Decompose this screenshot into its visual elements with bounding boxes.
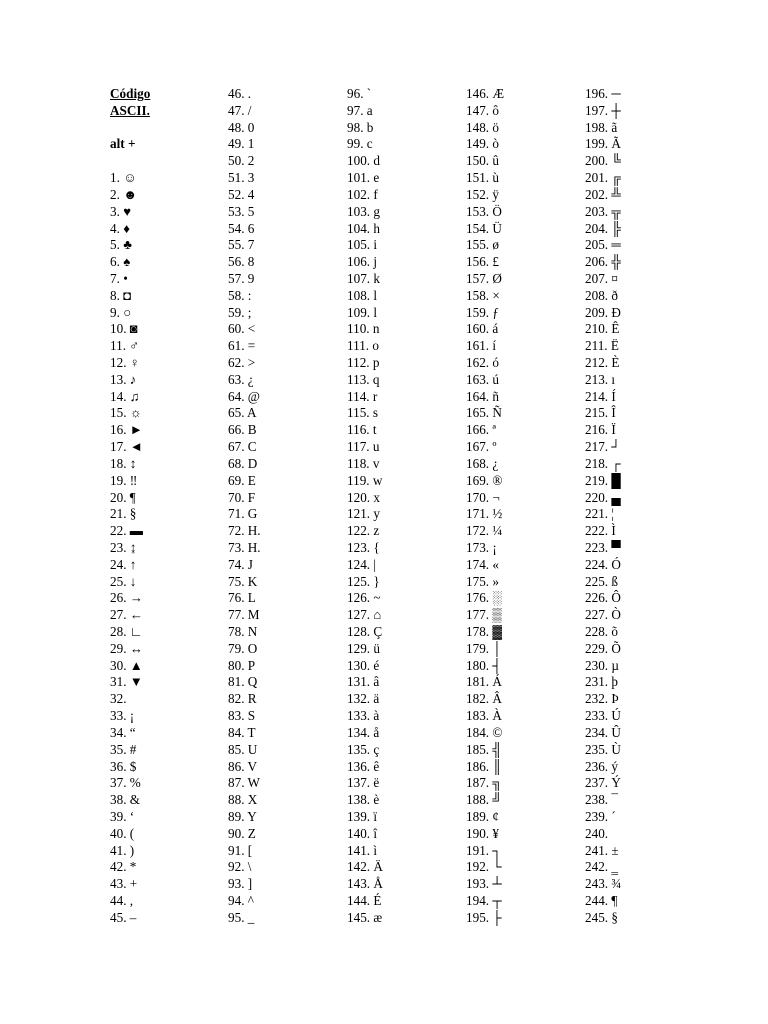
ascii-entry: 172. ¼ xyxy=(466,523,503,539)
ascii-entry: 206. ╬ xyxy=(585,254,621,270)
ascii-entry: 141. ì xyxy=(347,842,378,858)
ascii-entry: 23. ↨ xyxy=(110,539,137,555)
ascii-entry: 54. 6 xyxy=(228,220,255,236)
ascii-entry: 53. 5 xyxy=(228,203,255,219)
ascii-entry: 9. ○ xyxy=(110,304,132,320)
ascii-entry: 136. ê xyxy=(347,758,380,774)
ascii-entry: 4. ♦ xyxy=(110,220,130,236)
spacer xyxy=(110,153,228,170)
ascii-entry: 120. x xyxy=(347,489,380,505)
ascii-entry: 204. ╠ xyxy=(585,220,621,236)
ascii-entry: 1. ☺ xyxy=(110,170,137,186)
title-line-1: Código xyxy=(110,86,151,101)
ascii-entry: 228. õ xyxy=(585,624,618,639)
ascii-entry: 18. ↕ xyxy=(110,455,137,471)
ascii-entry: 112. p xyxy=(347,355,380,370)
ascii-entry: 166. ª xyxy=(466,422,497,438)
ascii-entry: 230. µ xyxy=(585,657,619,673)
ascii-entry: 237. Ý xyxy=(585,775,621,791)
ascii-entry: 28. ∟ xyxy=(110,624,143,639)
ascii-entry: 240. xyxy=(585,825,609,841)
ascii-entry: 107. k xyxy=(347,270,380,286)
ascii-entry: 72. H. xyxy=(228,523,261,539)
ascii-entry: 95. _ xyxy=(228,909,255,925)
ascii-entry: 71. G xyxy=(228,506,258,522)
ascii-entry: 182. Â xyxy=(466,691,502,707)
ascii-entry: 103. g xyxy=(347,203,380,219)
ascii-entry: 158. × xyxy=(466,287,500,303)
ascii-entry: 20. ¶ xyxy=(110,489,136,505)
ascii-entry: 40. ( xyxy=(110,825,135,841)
ascii-entry: 111. o xyxy=(347,338,379,354)
ascii-entry: 119. w xyxy=(347,472,383,488)
ascii-entry: 114. r xyxy=(347,388,378,404)
ascii-entry: 44. , xyxy=(110,893,134,908)
ascii-entry: 24. ↑ xyxy=(110,556,137,572)
ascii-entry: 38. & xyxy=(110,792,141,808)
ascii-entry: 169. ® xyxy=(466,472,503,488)
ascii-entry: 21. § xyxy=(110,506,137,522)
ascii-entry: 125. } xyxy=(347,573,380,589)
ascii-entry: 167. º xyxy=(466,439,497,455)
ascii-entry: 147. ô xyxy=(466,102,499,118)
ascii-entry: 61. = xyxy=(228,338,256,354)
ascii-entry: 232. Þ xyxy=(585,691,619,707)
ascii-entry: 187. ╗ xyxy=(466,775,502,791)
ascii-entry: 26. → xyxy=(110,590,143,606)
ascii-entry: 205. ═ xyxy=(585,237,621,253)
ascii-entry: 121. y xyxy=(347,506,380,522)
ascii-entry: 194. ┬ xyxy=(466,893,502,908)
ascii-entry: 63. ¿ xyxy=(228,371,254,387)
ascii-entry: 200. ╚ xyxy=(585,153,621,169)
ascii-entry: 233. Ú xyxy=(585,708,621,724)
ascii-entry: 152. ÿ xyxy=(466,186,499,202)
ascii-entry: 235. Ù xyxy=(585,741,621,757)
ascii-entry: 197. ┼ xyxy=(585,102,621,118)
ascii-entry: 130. é xyxy=(347,657,380,673)
ascii-entry: 144. É xyxy=(347,893,382,908)
ascii-entry: 31. ▼ xyxy=(110,674,143,690)
ascii-entry: 51. 3 xyxy=(228,170,255,186)
ascii-entry: 219. █ xyxy=(585,472,621,488)
column-3-entries xyxy=(347,86,465,927)
ascii-entry: 116. t xyxy=(347,422,377,438)
ascii-entry: 82. R xyxy=(228,691,257,707)
column-4-entries xyxy=(466,86,584,927)
ascii-entry: 213. ı xyxy=(585,371,616,387)
ascii-entry: 90. Z xyxy=(228,825,256,841)
spacer xyxy=(110,120,228,137)
ascii-entry: 94. ^ xyxy=(228,893,254,908)
ascii-entry: 124. | xyxy=(347,556,377,572)
ascii-entry: 41. ) xyxy=(110,842,135,858)
ascii-entry: 138. è xyxy=(347,792,380,808)
ascii-entry: 8. ◘ xyxy=(110,287,132,303)
ascii-entry: 86. V xyxy=(228,758,258,774)
ascii-entry: 87. W xyxy=(228,775,260,791)
ascii-entry: 151. ù xyxy=(466,170,499,186)
ascii-entry: 48. 0 xyxy=(228,119,255,135)
ascii-entry: 13. ♪ xyxy=(110,371,137,387)
ascii-entry: 225. ß xyxy=(585,573,618,589)
ascii-entry: 81. Q xyxy=(228,674,258,690)
ascii-entry: 227. Ò xyxy=(585,607,621,623)
ascii-entry: 214. Í xyxy=(585,388,616,404)
ascii-entry: 185. ╣ xyxy=(466,741,502,757)
ascii-entry: 100. d xyxy=(347,153,380,169)
ascii-entry: 46. . xyxy=(228,86,252,101)
ascii-entry: 160. á xyxy=(466,321,499,337)
column-3 xyxy=(347,86,465,927)
ascii-entry: 155. ø xyxy=(466,237,499,253)
ascii-entry: 161. í xyxy=(466,338,497,354)
column-1 xyxy=(110,86,228,927)
ascii-entry: 238. ¯ xyxy=(585,792,618,808)
ascii-entry: 118. v xyxy=(347,455,380,471)
ascii-entry: 19. ‼ xyxy=(110,472,138,488)
ascii-entry: 98. b xyxy=(347,119,374,135)
ascii-entry: 137. ë xyxy=(347,775,380,791)
ascii-entry: 188. ╝ xyxy=(466,792,502,808)
ascii-entry: 110. n xyxy=(347,321,380,337)
column-4 xyxy=(466,86,584,927)
ascii-entry: 216. Ï xyxy=(585,422,616,438)
ascii-entry: 179. │ xyxy=(466,640,502,656)
ascii-entry: 33. ¡ xyxy=(110,708,135,724)
ascii-entry: 244. ¶ xyxy=(585,893,618,908)
ascii-entry: 184. © xyxy=(466,724,503,740)
ascii-entry: 176. ░ xyxy=(466,590,502,606)
ascii-entry: 162. ó xyxy=(466,355,499,370)
ascii-entry: 27. ← xyxy=(110,607,143,623)
ascii-entry: 145. æ xyxy=(347,909,383,925)
ascii-entry: 224. Ó xyxy=(585,556,621,572)
ascii-entry: 109. l xyxy=(347,304,378,320)
ascii-entry: 146. Æ xyxy=(466,86,505,101)
ascii-entry: 148. ö xyxy=(466,119,499,135)
ascii-entry: 97. a xyxy=(347,102,373,118)
ascii-entry: 168. ¿ xyxy=(466,455,499,471)
ascii-entry: 62. > xyxy=(228,355,256,370)
ascii-entry: 106. j xyxy=(347,254,378,270)
ascii-entry: 183. À xyxy=(466,708,502,724)
ascii-entry: 17. ◄ xyxy=(110,439,143,455)
ascii-entry: 123. { xyxy=(347,539,380,555)
ascii-entry: 108. l xyxy=(347,287,378,303)
ascii-entry: 198. ã xyxy=(585,119,618,135)
ascii-entry: 122. z xyxy=(347,523,380,539)
ascii-entry: 236. ý xyxy=(585,758,618,774)
ascii-entry: 22. ▬ xyxy=(110,523,143,539)
ascii-entry: 10. ◙ xyxy=(110,321,138,337)
ascii-entry: 180. ┤ xyxy=(466,657,502,673)
ascii-entry: 93. ] xyxy=(228,876,253,892)
ascii-entry: 14. ♫ xyxy=(110,388,140,404)
ascii-entry: 133. à xyxy=(347,708,380,724)
ascii-entry: 131. â xyxy=(347,674,380,690)
column-1-entries xyxy=(110,170,228,927)
ascii-entry: 181. Á xyxy=(466,674,502,690)
ascii-entry: 207. ¤ xyxy=(585,270,618,286)
ascii-entry: 129. ü xyxy=(347,640,380,656)
ascii-entry: 175. » xyxy=(466,573,499,589)
alt-label: alt + xyxy=(110,136,136,152)
ascii-entry: 113. q xyxy=(347,371,380,387)
ascii-entry: 202. ╩ xyxy=(585,186,621,202)
ascii-entry: 7. • xyxy=(110,270,128,286)
ascii-entry: 32. xyxy=(110,691,127,707)
ascii-entry: 2. ☻ xyxy=(110,186,138,202)
ascii-entry: 25. ↓ xyxy=(110,573,137,589)
ascii-entry: 242. ‗ xyxy=(585,859,618,875)
ascii-entry: 76. L xyxy=(228,590,256,606)
ascii-entry: 226. Ô xyxy=(585,590,621,606)
column-5 xyxy=(585,86,703,927)
ascii-entry: 153. Ö xyxy=(466,203,502,219)
ascii-entry: 70. F xyxy=(228,489,256,505)
ascii-entry: 39. ‘ xyxy=(110,808,135,824)
ascii-entry: 12. ♀ xyxy=(110,355,140,370)
ascii-entry: 29. ↔ xyxy=(110,640,143,656)
ascii-entry: 85. U xyxy=(228,741,258,757)
ascii-entry: 195. ├ xyxy=(466,909,502,925)
ascii-entry: 201. ╔ xyxy=(585,170,621,186)
ascii-entry: 102. f xyxy=(347,186,378,202)
ascii-entry: 115. s xyxy=(347,405,379,421)
ascii-entry: 239. ´ xyxy=(585,808,616,824)
ascii-entry: 34. “ xyxy=(110,724,136,740)
ascii-entry: 243. ¾ xyxy=(585,876,622,892)
ascii-entry: 139. ï xyxy=(347,808,378,824)
column-2 xyxy=(228,86,346,927)
ascii-entry: 149. ò xyxy=(466,136,499,152)
ascii-entry: 16. ► xyxy=(110,422,143,438)
ascii-entry: 156. £ xyxy=(466,254,499,270)
ascii-entry: 60. < xyxy=(228,321,256,337)
ascii-entry: 73. H. xyxy=(228,539,261,555)
ascii-entry: 165. Ñ xyxy=(466,405,502,421)
ascii-entry: 80. P xyxy=(228,657,256,673)
ascii-entry: 104. h xyxy=(347,220,380,236)
ascii-entry: 199. Ã xyxy=(585,136,621,152)
ascii-entry: 96. ` xyxy=(347,86,372,101)
ascii-entry: 6. ♠ xyxy=(110,254,131,270)
ascii-entry: 178. ▓ xyxy=(466,624,502,639)
ascii-entry: 234. Û xyxy=(585,724,621,740)
ascii-entry: 35. # xyxy=(110,741,137,757)
ascii-entry: 191. ┐ xyxy=(466,842,502,858)
ascii-entry: 231. þ xyxy=(585,674,618,690)
ascii-entry: 171. ½ xyxy=(466,506,503,522)
ascii-entry: 88. X xyxy=(228,792,258,808)
ascii-entry: 74. J xyxy=(228,556,253,572)
ascii-entry: 15. ☼ xyxy=(110,405,142,421)
ascii-entry: 196. ─ xyxy=(585,86,621,101)
ascii-entry: 11. ♂ xyxy=(110,338,140,354)
ascii-entry: 59. ; xyxy=(228,304,252,320)
ascii-entry: 211. Ë xyxy=(585,338,619,354)
ascii-entry: 55. 7 xyxy=(228,237,255,253)
ascii-entry: 36. $ xyxy=(110,758,137,774)
ascii-entry: 163. ú xyxy=(466,371,499,387)
ascii-entry: 245. § xyxy=(585,909,618,925)
ascii-entry: 45. – xyxy=(110,909,137,925)
ascii-entry: 208. ð xyxy=(585,287,618,303)
ascii-entry: 42. * xyxy=(110,859,137,875)
ascii-entry: 222. Ì xyxy=(585,523,616,539)
ascii-entry: 173. ¡ xyxy=(466,539,497,555)
ascii-entry: 193. ┴ xyxy=(466,876,502,892)
ascii-entry: 220. ▄ xyxy=(585,489,621,505)
ascii-entry: 56. 8 xyxy=(228,254,255,270)
ascii-entry: 174. « xyxy=(466,556,499,572)
ascii-entry: 241. ± xyxy=(585,842,619,858)
ascii-entry: 84. T xyxy=(228,724,256,740)
ascii-entry: 217. ┘ xyxy=(585,439,621,455)
ascii-entry: 66. B xyxy=(228,422,257,438)
ascii-entry: 78. N xyxy=(228,624,258,639)
ascii-entry: 30. ▲ xyxy=(110,657,143,673)
ascii-entry: 212. È xyxy=(585,355,620,370)
ascii-entry: 134. å xyxy=(347,724,380,740)
ascii-entry: 190. ¥ xyxy=(466,825,499,841)
ascii-entry: 128. Ç xyxy=(347,624,383,639)
ascii-entry: 67. C xyxy=(228,439,257,455)
ascii-entry: 49. 1 xyxy=(228,136,255,152)
ascii-entry: 50. 2 xyxy=(228,153,255,169)
ascii-entry: 215. Î xyxy=(585,405,616,421)
ascii-entry: 140. î xyxy=(347,825,378,841)
ascii-entry: 57. 9 xyxy=(228,270,255,286)
ascii-entry: 218. ┌ xyxy=(585,455,621,471)
ascii-entry: 117. u xyxy=(347,439,380,455)
ascii-entry: 170. ¬ xyxy=(466,489,500,505)
ascii-entry: 65. A xyxy=(228,405,257,421)
ascii-entry: 5. ♣ xyxy=(110,237,132,253)
ascii-entry: 177. ▒ xyxy=(466,607,502,623)
column-2-entries xyxy=(228,86,346,927)
ascii-entry: 203. ╦ xyxy=(585,203,621,219)
ascii-entry: 89. Y xyxy=(228,808,257,824)
ascii-entry: 92. \ xyxy=(228,859,252,875)
title-line-2: ASCII. xyxy=(110,102,150,118)
ascii-entry: 101. e xyxy=(347,170,380,186)
ascii-entry: 43. + xyxy=(110,876,138,892)
ascii-entry: 58. : xyxy=(228,287,252,303)
ascii-entry: 229. Õ xyxy=(585,640,621,656)
ascii-entry: 99. c xyxy=(347,136,373,152)
ascii-entry: 127. ⌂ xyxy=(347,607,382,623)
ascii-entry: 64. @ xyxy=(228,388,260,404)
ascii-entry: 77. M xyxy=(228,607,260,623)
ascii-entry: 164. ñ xyxy=(466,388,499,404)
ascii-entry: 221. ¦ xyxy=(585,506,615,522)
ascii-entry: 52. 4 xyxy=(228,186,255,202)
ascii-entry: 192. └ xyxy=(466,859,502,875)
ascii-entry: 68. D xyxy=(228,455,258,471)
ascii-entry: 210. Ê xyxy=(585,321,620,337)
column-5-entries xyxy=(585,86,703,927)
ascii-entry: 79. O xyxy=(228,640,258,656)
ascii-entry: 3. ♥ xyxy=(110,203,132,219)
ascii-entry: 189. ¢ xyxy=(466,808,499,824)
ascii-entry: 159. ƒ xyxy=(466,304,499,320)
ascii-entry: 154. Ü xyxy=(466,220,502,236)
ascii-entry: 47. / xyxy=(228,102,252,118)
ascii-entry: 91. [ xyxy=(228,842,253,858)
ascii-entry: 186. ║ xyxy=(466,758,502,774)
ascii-entry: 37. % xyxy=(110,775,141,791)
ascii-entry: 143. Å xyxy=(347,876,383,892)
ascii-entry: 69. E xyxy=(228,472,256,488)
ascii-entry: 132. ä xyxy=(347,691,380,707)
ascii-entry: 157. Ø xyxy=(466,270,502,286)
ascii-entry: 105. i xyxy=(347,237,378,253)
ascii-entry: 83. S xyxy=(228,708,256,724)
ascii-entry: 209. Ð xyxy=(585,304,621,320)
ascii-entry: 126. ~ xyxy=(347,590,381,606)
ascii-entry: 223. ▀ xyxy=(585,539,621,555)
ascii-entry: 150. û xyxy=(466,153,499,169)
ascii-entry: 142. Ä xyxy=(347,859,383,875)
ascii-entry: 135. ç xyxy=(347,741,380,757)
ascii-entry: 75. K xyxy=(228,573,258,589)
